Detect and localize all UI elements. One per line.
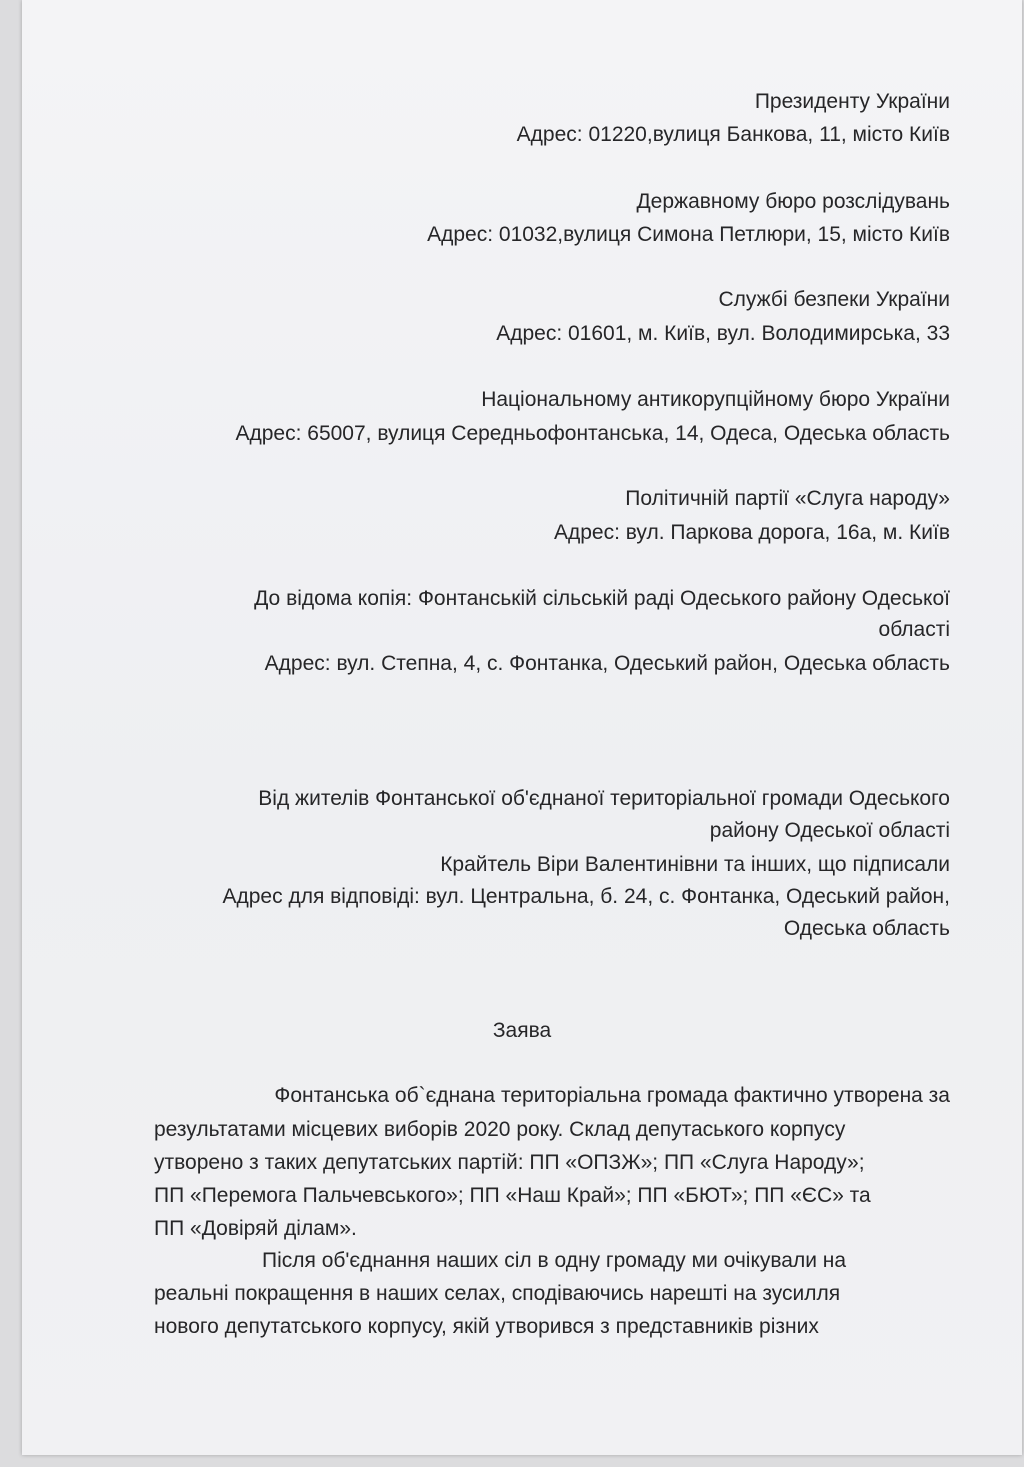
sender-line1: Від жителів Фонтанської об'єднаної територіальної громади Одеського	[258, 787, 950, 810]
paragraph-1-line: утворено з таких депутатських партій: ПП «ОПЗЖ»; ПП «Слуга Народу»;	[154, 1151, 865, 1174]
reply-address-line1: Адрес для відповіді: вул. Центральна, б. 24, с. Фонтанка, Одеський район,	[222, 885, 950, 908]
sender-line2: району Одеської області	[709, 819, 950, 842]
copy-recipient-line1: До відома копія: Фонтанській сільській раді Одеського району Одеської	[254, 587, 950, 610]
paragraph-1-line: результатами місцевих виборів 2020 року. Склад депутаського корпусу	[154, 1118, 846, 1141]
recipient-nabu-name: Національному антикорупційному бюро України	[481, 388, 950, 411]
paragraph-1-line: ПП «Довіряй ділам».	[154, 1217, 357, 1240]
sender-signatory: Крайтель Віри Валентинівни та інших, що підписали	[440, 853, 950, 876]
paragraph-2-line: Після об'єднання наших сіл в одну громаду ми очікували на	[262, 1249, 847, 1272]
copy-recipient-address: Адрес: вул. Степна, 4, с. Фонтанка, Одеський район, Одеська область	[264, 652, 950, 675]
reply-address-line2: Одеська область	[783, 917, 950, 940]
document-body	[22, 0, 1022, 1455]
recipient-sbu-address: Адрес: 01601, м. Київ, вул. Володимирська, 33	[496, 322, 950, 345]
recipient-sbu-name: Службі безпеки України	[718, 288, 950, 311]
recipient-dbr-name: Державному бюро розслідувань	[636, 190, 950, 213]
recipient-party-address: Адрес: вул. Паркова дорога, 16а, м. Київ	[553, 521, 950, 544]
paragraph-1-line: ПП «Перемога Пальчевського»; ПП «Наш Край»; ПП «БЮТ»; ПП «ЄС» та	[154, 1184, 871, 1207]
copy-recipient-line2: області	[878, 618, 950, 641]
paragraph-1-line: Фонтанська об`єднана територіальна громада фактично утворена за	[274, 1084, 950, 1107]
document-title: Заява	[492, 1019, 552, 1042]
paragraph-2-line: реальні покращення в наших селах, сподіваючись нарешті на зусилля	[154, 1282, 841, 1305]
paragraph-2-line: нового депутатського корпусу, якій утворився з представників різних	[154, 1315, 819, 1338]
recipient-president-name: Президенту України	[754, 90, 950, 113]
recipient-party-name: Політичній партії «Слуга народу»	[625, 487, 950, 510]
recipient-president-address: Адрес: 01220,вулиця Банкова, 11, місто Київ	[516, 123, 950, 146]
recipient-nabu-address: Адрес: 65007, вулиця Середньофонтанська, 14, Одеса, Одеська область	[235, 422, 950, 445]
document-page	[22, 0, 1022, 1455]
recipient-dbr-address: Адрес: 01032,вулиця Симона Петлюри, 15, місто Київ	[427, 223, 950, 246]
